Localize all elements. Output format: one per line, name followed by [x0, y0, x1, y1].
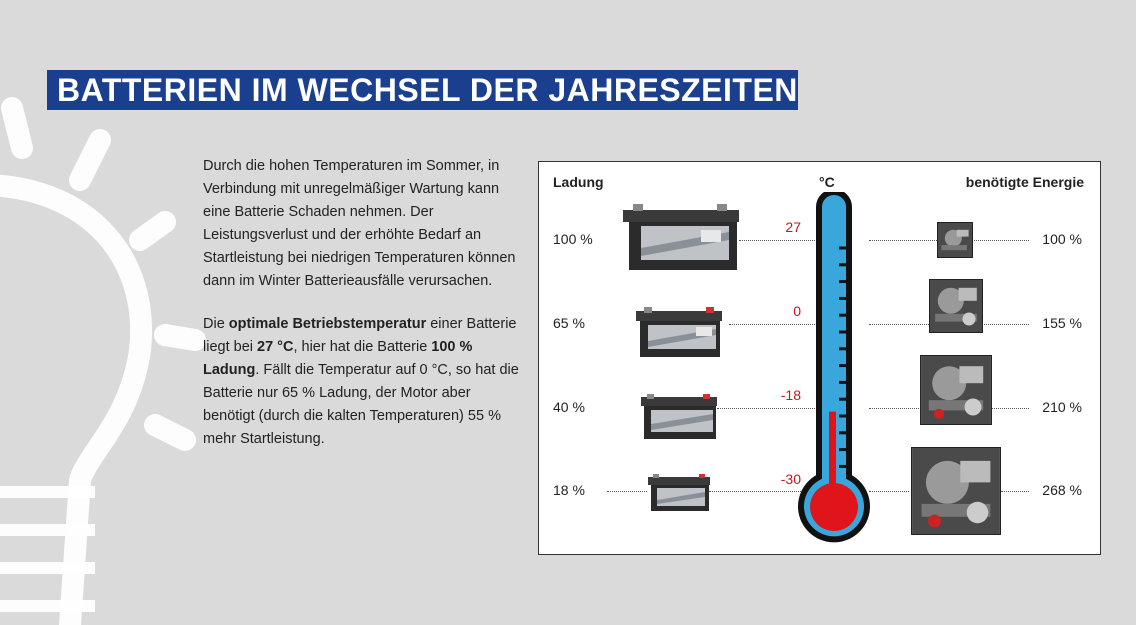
battery-image-medium: [634, 307, 724, 359]
battery-image-large: [619, 204, 741, 272]
temperature-label: -30: [780, 471, 801, 487]
energy-label: 210 %: [1042, 399, 1082, 415]
temperature-label: 27: [785, 219, 801, 235]
header-required-energy: benötigte Energie: [965, 174, 1084, 190]
dotted-leader: [607, 491, 647, 492]
engine-image-small: [937, 222, 973, 258]
mercury-bulb: [810, 483, 858, 531]
paragraph-optimal-temperature: Die optimale Betriebstemperatur einer Batterie liegt bei 27 °C, hier hat die Batterie 100 % Ladung. Fällt die Temperatur auf 0 °C, so hat die Batterie nur 65 % Ladung, der Motor aber benötigt (durch die kalten Temperaturen) 55 % mehr Startleistung.: [203, 316, 519, 447]
engine-image-medium: [929, 279, 983, 333]
paragraph-intro: Durch die hohen Temperaturen im Sommer, in Verbindung mit unregelmäßiger Wartung kann eine Batterie Schaden nehmen. Der Leistungsverlust und der erhöhte Bedarf an Startleistung bei niedrigen Temperaturen können dann im Winter Batterieausfälle verursachen.: [203, 158, 516, 289]
header-celsius: °C: [819, 174, 835, 190]
body-text: [203, 155, 523, 471]
header-charge: Ladung: [553, 174, 604, 190]
charge-label: 40 %: [553, 399, 585, 415]
dotted-leader: [984, 324, 1029, 325]
energy-label: 268 %: [1042, 482, 1082, 498]
energy-label: 155 %: [1042, 315, 1082, 331]
battery-image-tiny: [647, 474, 711, 512]
thermometer-icon: [789, 192, 879, 552]
temperature-label: 0: [793, 303, 801, 319]
charge-label: 65 %: [553, 315, 585, 331]
charge-label: 100 %: [553, 231, 593, 247]
dotted-leader: [974, 240, 1029, 241]
dotted-leader: [1001, 491, 1029, 492]
temperature-label: -18: [780, 387, 801, 403]
energy-label: 100 %: [1042, 231, 1082, 247]
dotted-leader: [991, 408, 1029, 409]
battery-temperature-diagram: [538, 161, 1101, 555]
engine-image-xlarge: [911, 447, 1001, 535]
charge-label: 18 %: [553, 482, 585, 498]
dotted-leader: [869, 240, 939, 241]
engine-image-large: [920, 355, 992, 425]
battery-image-small: [639, 394, 719, 440]
page-title: BATTERIEN IM WECHSEL DER JAHRESZEITEN: [47, 70, 798, 110]
